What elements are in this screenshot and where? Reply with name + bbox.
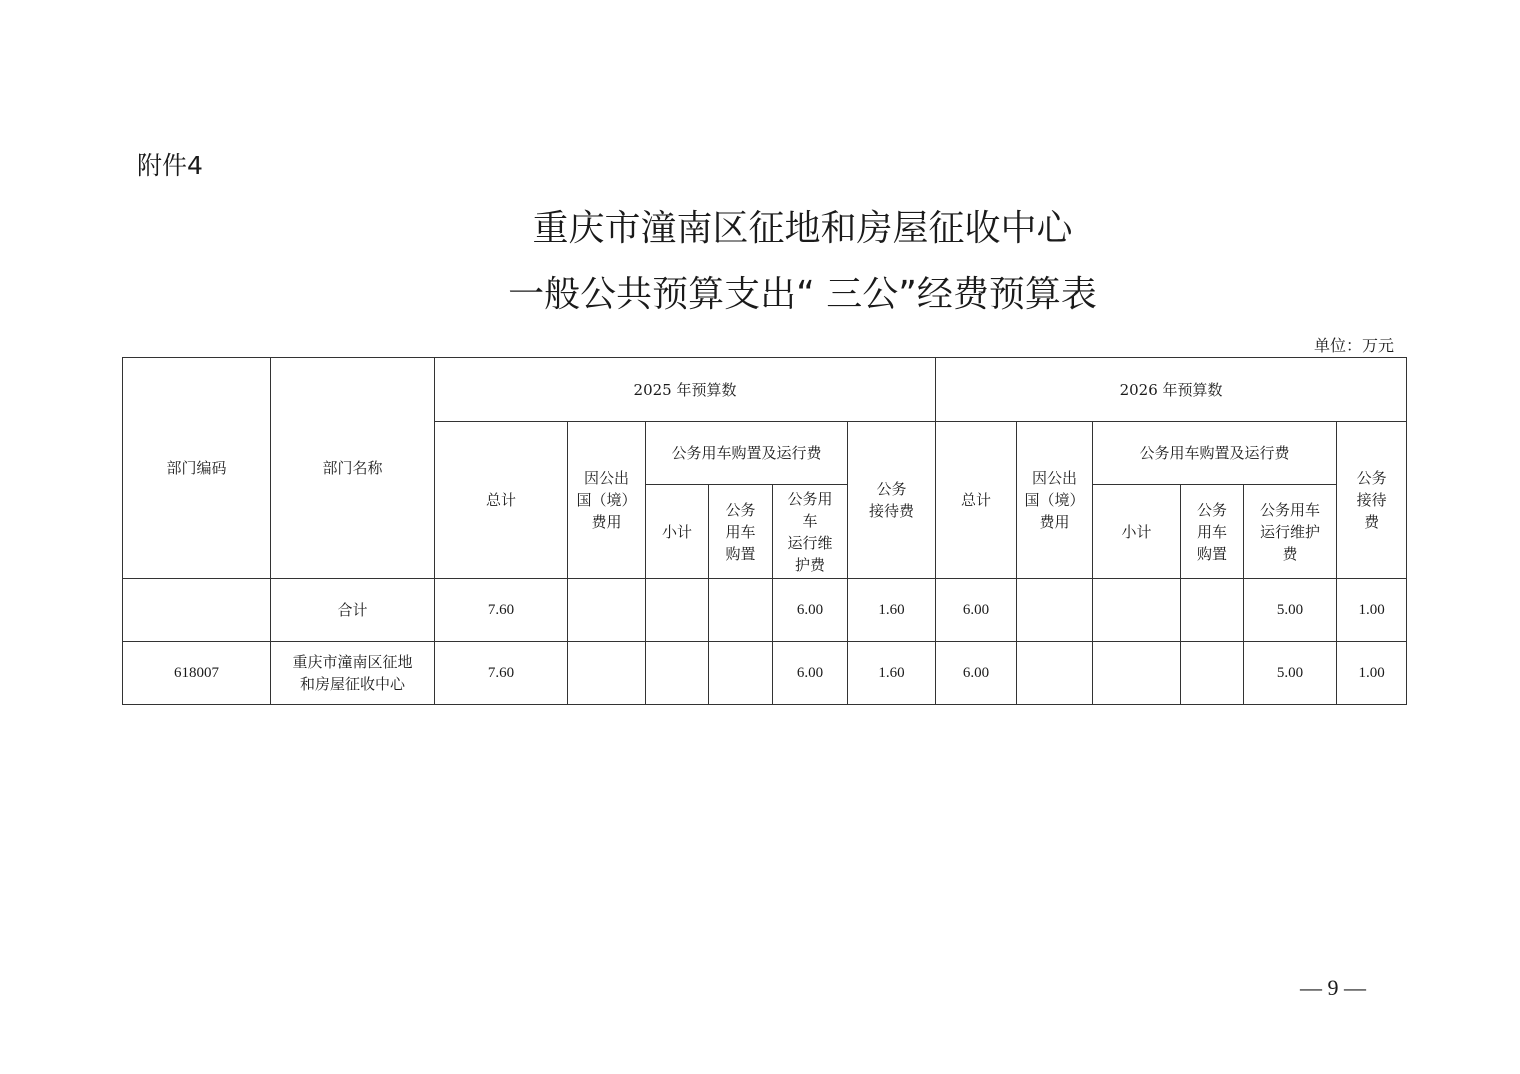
cell-2026-abroad bbox=[1017, 579, 1093, 642]
cell-2025-abroad bbox=[568, 642, 646, 705]
header-line: 用车 bbox=[725, 522, 756, 541]
header-2025-abroad-line: 因公出 bbox=[583, 469, 629, 487]
cell-2025-total: 7.60 bbox=[435, 642, 568, 705]
table-row bbox=[123, 642, 1407, 705]
header-line: 护费 bbox=[794, 555, 825, 574]
cell-2026-purchase bbox=[1181, 579, 1244, 642]
table-row-total bbox=[123, 579, 1407, 642]
header-line: 公务 bbox=[1197, 500, 1228, 519]
header-line: 运行维护 bbox=[1260, 522, 1321, 541]
header-line: 购置 bbox=[725, 544, 756, 563]
header-2025-subtotal: 小计 bbox=[646, 485, 709, 579]
header-2025-reception-line: 接待费 bbox=[869, 502, 915, 520]
cell-2026-purchase bbox=[1181, 642, 1244, 705]
header-2026-vehicle-run bbox=[1244, 485, 1337, 579]
header-2025-vehicle-purchase bbox=[709, 485, 773, 579]
header-2025-abroad-line: 国（境） bbox=[576, 491, 637, 509]
header-2026-total: 总计 bbox=[936, 422, 1017, 579]
cell-dept-code bbox=[123, 579, 271, 642]
cell-dept-name-line: 和房屋征收中心 bbox=[299, 675, 405, 693]
header-line: 运行维 bbox=[787, 533, 833, 552]
document-title-line2: 一般公共预算支出“ 三公”经费预算表 bbox=[508, 274, 1097, 315]
cell-2026-run: 5.00 bbox=[1244, 642, 1337, 705]
cell-2026-reception: 1.00 bbox=[1337, 642, 1407, 705]
header-2025-vehicle-run bbox=[773, 485, 848, 579]
header-dept-name: 部门名称 bbox=[271, 358, 435, 579]
cell-2026-subtotal bbox=[1093, 579, 1181, 642]
header-dept-code: 部门编码 bbox=[123, 358, 271, 579]
cell-2026-reception: 1.00 bbox=[1337, 579, 1407, 642]
cell-2026-total: 6.00 bbox=[936, 642, 1017, 705]
header-2025-abroad bbox=[568, 422, 646, 579]
header-line: 公务用 bbox=[787, 489, 833, 508]
budget-table bbox=[122, 357, 1407, 705]
cell-dept-name-line: 合计 bbox=[337, 601, 368, 619]
cell-2025-reception: 1.60 bbox=[848, 642, 936, 705]
header-line: 公务用车 bbox=[1260, 500, 1321, 519]
cell-2025-total: 7.60 bbox=[435, 579, 568, 642]
page-number: — 9 — bbox=[1300, 975, 1366, 1000]
cell-dept-name bbox=[271, 642, 435, 705]
cell-2026-abroad bbox=[1017, 642, 1093, 705]
header-2025-vehicle: 公务用车购置及运行费 bbox=[646, 422, 848, 485]
cell-2026-total: 6.00 bbox=[936, 579, 1017, 642]
header-2026-reception-line: 费 bbox=[1364, 513, 1380, 531]
document-title-line1: 重庆市潼南区征地和房屋征收中心 bbox=[532, 208, 1073, 249]
header-2025-reception-line: 公务 bbox=[876, 480, 907, 498]
cell-2025-subtotal bbox=[646, 642, 709, 705]
cell-2025-run: 6.00 bbox=[773, 579, 848, 642]
cell-2025-reception: 1.60 bbox=[848, 579, 936, 642]
cell-dept-name-line: 重庆市潼南区征地 bbox=[292, 653, 413, 671]
header-2026-abroad-line: 因公出 bbox=[1032, 469, 1078, 487]
header-2025-reception bbox=[848, 422, 936, 579]
header-line: 购置 bbox=[1197, 544, 1228, 563]
header-2026-budget: 2026 年预算数 bbox=[936, 358, 1407, 422]
header-2026-vehicle-purchase bbox=[1181, 485, 1244, 579]
unit-label: 单位：万元 bbox=[1313, 336, 1394, 355]
header-line: 车 bbox=[802, 511, 818, 530]
header-2026-abroad bbox=[1017, 422, 1093, 579]
header-2025-total: 总计 bbox=[435, 422, 568, 579]
header-line: 费 bbox=[1282, 544, 1298, 563]
cell-dept-name bbox=[271, 579, 435, 642]
cell-2025-purchase bbox=[709, 642, 773, 705]
header-line: 公务 bbox=[725, 500, 756, 519]
header-2026-subtotal: 小计 bbox=[1093, 485, 1181, 579]
cell-2025-abroad bbox=[568, 579, 646, 642]
cell-2025-purchase bbox=[709, 579, 773, 642]
header-2026-abroad-line: 国（境） bbox=[1024, 491, 1085, 509]
cell-2026-subtotal bbox=[1093, 642, 1181, 705]
cell-dept-code: 618007 bbox=[123, 642, 271, 705]
attachment-label: 附件4 bbox=[137, 151, 203, 180]
header-row-1 bbox=[123, 358, 1407, 422]
header-2025-abroad-line: 费用 bbox=[591, 513, 622, 531]
header-2026-vehicle: 公务用车购置及运行费 bbox=[1093, 422, 1337, 485]
header-2025-budget: 2025 年预算数 bbox=[435, 358, 936, 422]
cell-2025-subtotal bbox=[646, 579, 709, 642]
header-2026-reception-line: 接待 bbox=[1356, 491, 1387, 509]
header-line: 用车 bbox=[1197, 522, 1228, 541]
header-2026-reception bbox=[1337, 422, 1407, 579]
cell-2025-run: 6.00 bbox=[773, 642, 848, 705]
header-2026-abroad-line: 费用 bbox=[1039, 513, 1070, 531]
header-2026-reception-line: 公务 bbox=[1356, 469, 1387, 487]
cell-2026-run: 5.00 bbox=[1244, 579, 1337, 642]
